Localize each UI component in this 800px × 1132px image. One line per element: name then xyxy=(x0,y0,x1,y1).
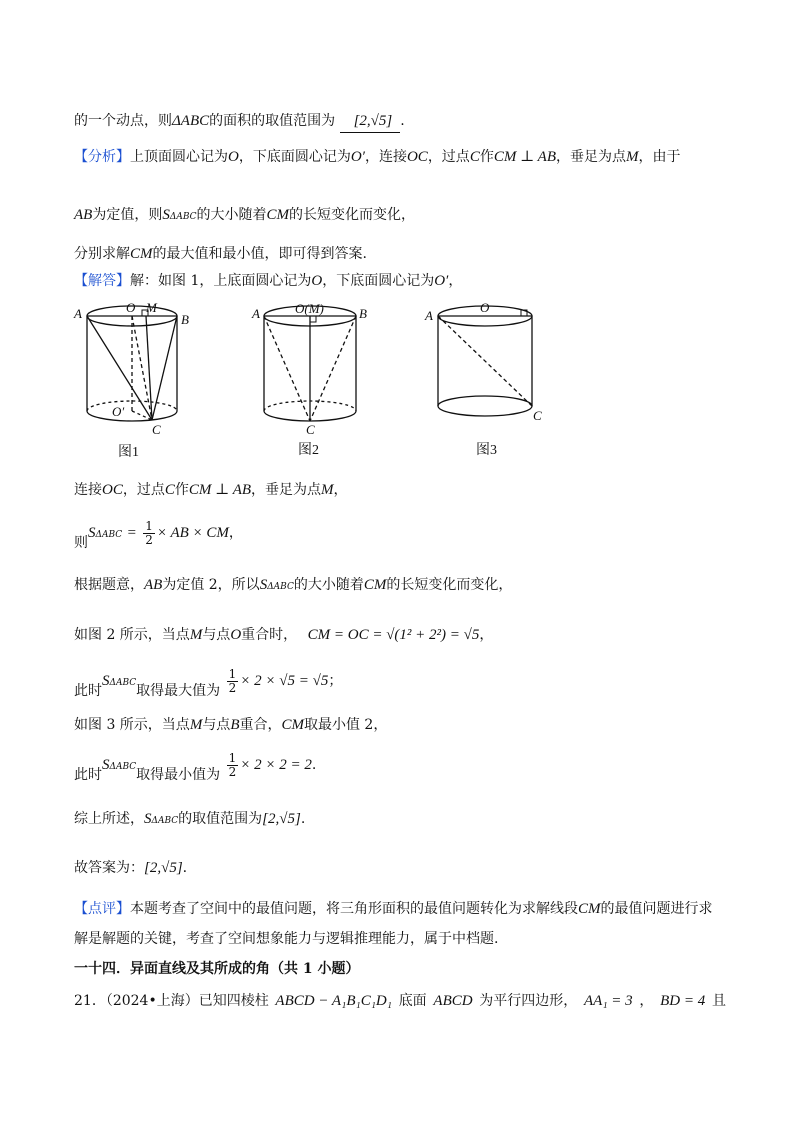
math: CM xyxy=(578,901,601,917)
text: 为定值 2，所以 xyxy=(162,577,260,593)
answer-range: [2,√5] xyxy=(353,113,393,129)
text: 综上所述， xyxy=(74,811,144,827)
label-c: C xyxy=(306,422,315,437)
text: 则 xyxy=(74,535,88,551)
solution-line-3 xyxy=(74,574,512,598)
text: 连接 xyxy=(74,482,102,498)
fraction xyxy=(227,668,239,695)
math: CM xyxy=(130,246,153,262)
summary-line xyxy=(74,808,305,832)
text: 21．（2024•上海）已知四棱柱 xyxy=(74,993,269,1009)
text: 与点 xyxy=(202,627,231,643)
text: 为平行四边形， xyxy=(479,993,578,1009)
text: 的最值问题进行求 xyxy=(600,901,713,917)
math: S xyxy=(144,811,152,827)
text: . xyxy=(182,860,188,876)
text: 重合时， xyxy=(241,627,298,643)
figure-3 xyxy=(424,300,542,423)
text: ， xyxy=(448,273,463,289)
denominator: 2 xyxy=(228,680,237,695)
text: 取得最小值为 xyxy=(136,767,221,783)
text: 本题考查了空间中的最值问题，将三角形面积的最值问题转化为求解线段 xyxy=(130,901,578,917)
math: AB xyxy=(74,207,93,223)
text: 如图 3 所示，当点 xyxy=(74,717,190,733)
text: ， xyxy=(639,993,654,1009)
min-value-line xyxy=(74,750,316,782)
text: 故答案为： xyxy=(74,860,144,876)
label-b: B xyxy=(181,312,189,327)
figure-1 xyxy=(73,300,189,437)
text: ，过点 xyxy=(122,482,165,498)
text: 此时 xyxy=(74,767,102,783)
math-sub: ΔABC xyxy=(267,582,294,592)
text: 的长短变化而变化， xyxy=(289,207,415,223)
text: 解：如图 1，上底面圆心记为 xyxy=(130,273,312,289)
denominator: 2 xyxy=(145,532,153,547)
math: O′ xyxy=(434,273,449,289)
label-a: A xyxy=(425,308,433,323)
solution-line-5 xyxy=(74,714,387,736)
label-a: A xyxy=(74,306,82,321)
comment-line-2 xyxy=(74,928,498,950)
section-heading xyxy=(74,958,360,980)
math: S xyxy=(102,757,110,773)
math: CM = OC = √(1² + 2²) = √5 xyxy=(307,627,480,643)
math: OC xyxy=(102,482,123,498)
fraction xyxy=(227,752,239,779)
text: 分别求解 xyxy=(74,246,130,262)
comment-tag: 【点评】 xyxy=(74,901,130,917)
math: [2,√5] xyxy=(144,860,183,876)
text: ， xyxy=(333,482,348,498)
label-o: O xyxy=(480,300,490,315)
text: ，下底面圆心记为 xyxy=(322,273,435,289)
solution-line xyxy=(74,270,462,292)
text: ，垂足为点 xyxy=(251,482,322,498)
area-formula-line xyxy=(74,518,243,550)
math: C xyxy=(469,149,480,165)
denominator: 2 xyxy=(228,764,237,779)
text: ； xyxy=(328,673,343,689)
math: BD = 4 xyxy=(660,993,706,1009)
text: 的一个动点，则 xyxy=(74,113,172,129)
math: ABCD − A₁B₁C₁D₁ xyxy=(275,993,392,1009)
text: 如图 2 所示，当点 xyxy=(74,627,190,643)
math: AA₁ = 3 xyxy=(584,993,633,1009)
label-m: M xyxy=(146,300,157,315)
math: M xyxy=(626,149,639,165)
comment-line xyxy=(74,898,713,920)
analysis-line-2 xyxy=(74,204,415,228)
solution-tag: 【解答】 xyxy=(74,273,130,289)
final-answer-line xyxy=(74,857,187,879)
figure-2 xyxy=(251,301,367,437)
math: CM ⊥ AB xyxy=(188,482,252,498)
text: 为定值，则 xyxy=(92,207,163,223)
text: ，垂足为点 xyxy=(556,149,626,165)
math: AB xyxy=(144,577,163,593)
text: 解是解题的关键，考查了空间想象能力与逻辑推理能力，属于中档题. xyxy=(74,931,499,947)
math: CM ⊥ AB xyxy=(493,149,556,165)
figure-1-caption: 图1 xyxy=(118,445,139,460)
math-sub: ΔABC xyxy=(109,678,137,688)
text: 上顶面圆心记为 xyxy=(130,149,228,165)
fraction xyxy=(143,520,155,547)
text: 的最大值和最小值，即可得到答案. xyxy=(152,246,367,262)
math: B xyxy=(230,717,240,733)
text: 且 xyxy=(711,993,726,1009)
analysis-tag: 【分析】 xyxy=(74,149,130,165)
text: ，下底面圆心记为 xyxy=(238,149,351,165)
text: 的大小随着 xyxy=(293,577,364,593)
math: CM xyxy=(266,207,289,223)
math: S xyxy=(259,577,268,593)
analysis-line-3 xyxy=(74,243,367,265)
text: 根据题意， xyxy=(74,577,144,593)
math: M xyxy=(189,717,203,733)
text: ，连接 xyxy=(364,149,407,165)
math: × 2 × 2 = 2 xyxy=(240,757,312,773)
answer-blank xyxy=(340,110,401,133)
text: 作 xyxy=(174,482,189,498)
math: OC xyxy=(406,149,428,165)
math: = xyxy=(126,525,137,541)
math: S xyxy=(88,525,96,541)
figure-2-caption: 图2 xyxy=(298,443,319,458)
math-sub: ΔABC xyxy=(151,816,179,826)
text: ， xyxy=(228,525,243,541)
math: × AB × CM xyxy=(156,525,229,541)
text: 的取值范围为 xyxy=(178,811,263,827)
math: S xyxy=(102,673,110,689)
math: CM xyxy=(281,717,304,733)
cylinder-figures xyxy=(0,298,800,468)
math: M xyxy=(321,482,334,498)
math: O xyxy=(228,149,239,165)
numerator: 1 xyxy=(228,750,237,765)
solution-line-2 xyxy=(74,479,348,501)
label-c: C xyxy=(533,408,542,423)
label-b: B xyxy=(359,306,367,321)
text: . xyxy=(400,113,405,129)
max-value-line xyxy=(74,666,342,698)
math: × 2 × √5 = √5 xyxy=(240,673,329,689)
figure-3-caption: 图3 xyxy=(476,443,497,458)
text: 底面 xyxy=(398,993,427,1009)
math-triangle: ΔABC xyxy=(172,113,210,129)
text: ， xyxy=(479,627,494,643)
text: 取得最大值为 xyxy=(136,683,221,699)
text: 与点 xyxy=(202,717,231,733)
text: 的面积的取值范围为 xyxy=(209,113,336,129)
text: . xyxy=(311,757,317,773)
label-c: C xyxy=(152,422,161,437)
text: ，由于 xyxy=(638,149,681,165)
section-title: 一十四．异面直线及其所成的角（共 1 小题） xyxy=(74,961,360,977)
text: ，过点 xyxy=(427,149,470,165)
math: O′ xyxy=(350,149,365,165)
math: [2,√5] xyxy=(262,811,301,827)
math: ABCD xyxy=(433,993,473,1009)
numerator: 1 xyxy=(145,518,153,533)
text: 作 xyxy=(479,149,494,165)
text: . xyxy=(300,811,306,827)
text: 此时 xyxy=(74,683,102,699)
text: 的长短变化而变化， xyxy=(386,577,513,593)
math: O xyxy=(311,273,323,289)
text: 的大小随着 xyxy=(196,207,267,223)
label-o-m: O(M) xyxy=(295,301,324,316)
math-sub: ΔABC xyxy=(169,212,197,222)
math: S xyxy=(162,207,170,223)
analysis-line xyxy=(74,146,681,168)
math-sub: ΔABC xyxy=(109,762,137,772)
numerator: 1 xyxy=(228,666,237,681)
answer-line xyxy=(74,110,405,133)
text: 重合， xyxy=(239,717,282,733)
solution-line-4 xyxy=(74,624,493,646)
problem-21-line xyxy=(74,990,726,1012)
math: C xyxy=(164,482,175,498)
math-sub: ΔABC xyxy=(95,530,123,540)
math: O xyxy=(230,627,242,643)
label-o-prime: O′ xyxy=(112,404,125,419)
math: CM xyxy=(363,577,387,593)
label-a: A xyxy=(252,306,260,321)
math: M xyxy=(189,627,203,643)
text: 取最小值 2， xyxy=(303,717,388,733)
label-o: O xyxy=(126,300,136,315)
